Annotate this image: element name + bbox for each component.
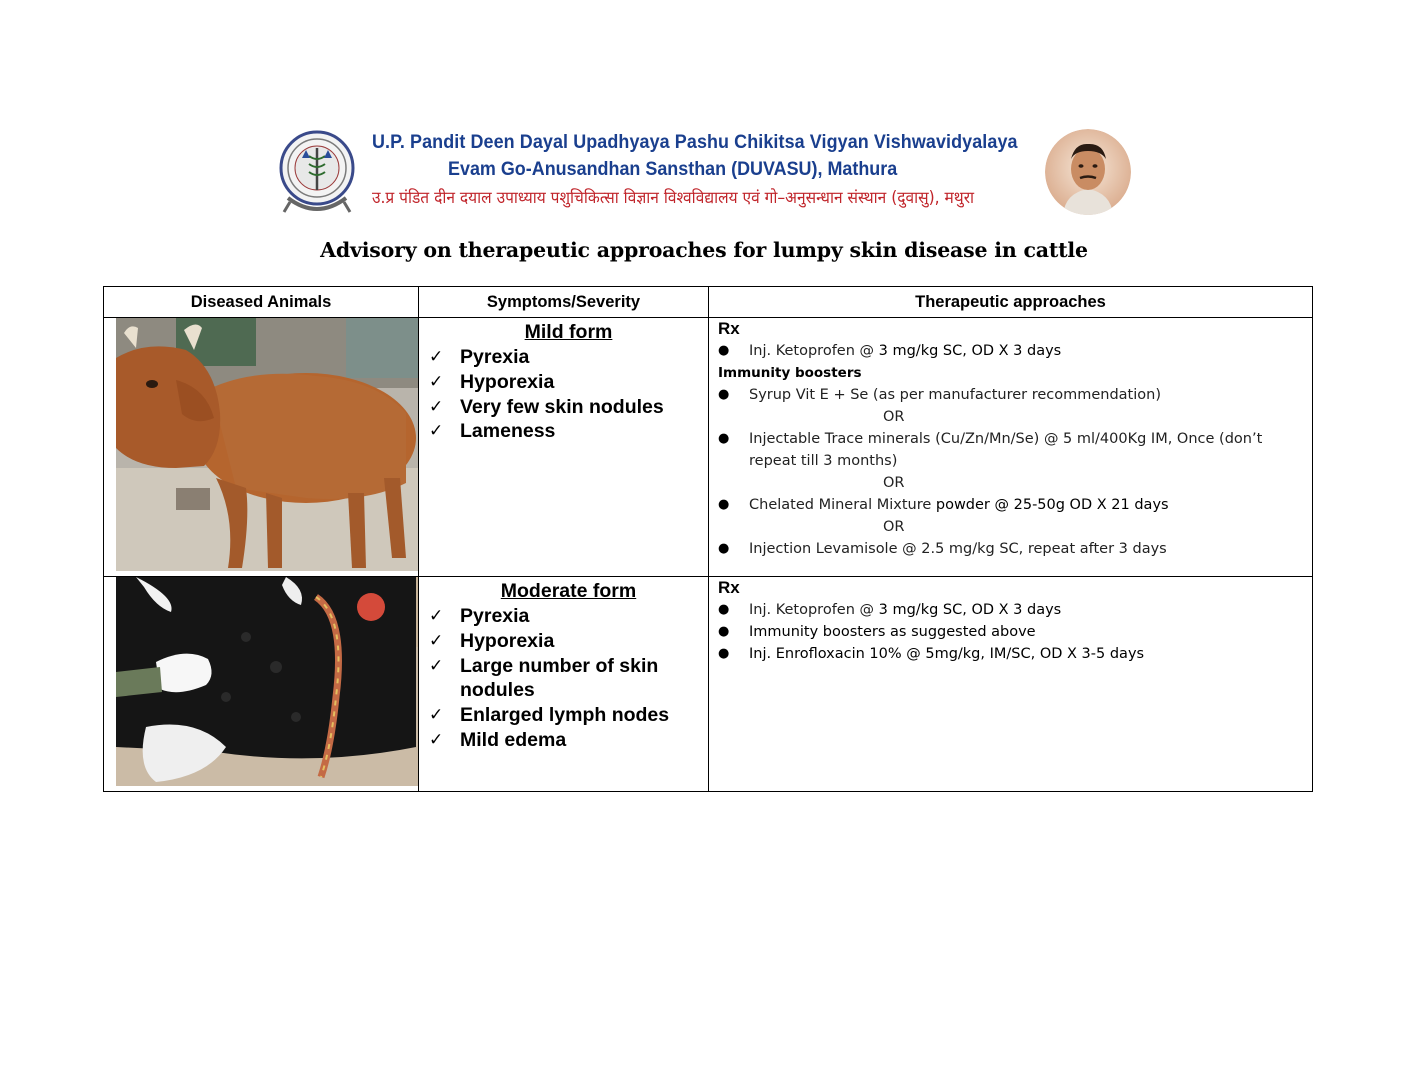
- university-name-english-line1: U.P. Pandit Deen Dayal Upadhyaya Pashu Chikitsa Vigyan Vishwavidyalaya: [372, 131, 1018, 153]
- diseased-animal-cell: [104, 577, 419, 792]
- treatment-item: [718, 384, 1312, 406]
- treatment-item: [718, 643, 1312, 665]
- symptom-text: Pyrexia: [460, 605, 530, 627]
- table-row: [104, 318, 1313, 577]
- advisory-table: [103, 286, 1313, 792]
- black-cow-skin-nodules-photo: [116, 577, 418, 791]
- symptom-item: [429, 370, 708, 395]
- symptom-text: Large number of skin nodules: [460, 654, 659, 702]
- bullet-icon: ●: [718, 624, 730, 639]
- treatment-text: Inj. Ketoprofen @: [749, 343, 879, 359]
- treatment-dose: 3 mg/kg SC, OD X 3 days: [878, 343, 1062, 359]
- therapeutic-cell: [709, 577, 1313, 792]
- checkmark-icon: ✓: [429, 729, 444, 750]
- treatment-item: [718, 538, 1312, 560]
- treatment-text: Inj. Ketoprofen @: [749, 602, 879, 618]
- symptom-item: [429, 703, 708, 728]
- severity-title: Mild form: [524, 321, 613, 343]
- table-row: [104, 577, 1313, 792]
- column-header-diseased-animals: Diseased Animals: [104, 287, 419, 318]
- column-header-therapeutic-approaches: Therapeutic approaches: [709, 287, 1313, 318]
- rx-label: Rx: [718, 578, 740, 597]
- checkmark-icon: ✓: [429, 347, 444, 367]
- portrait-photo: [1045, 129, 1131, 215]
- treatment-item: [718, 428, 1312, 472]
- symptom-text: Mild edema: [460, 728, 567, 751]
- symptom-text: Lameness: [460, 420, 556, 443]
- symptoms-cell: [419, 318, 709, 577]
- treatment-dose: 3 mg/kg SC, OD X 3 days: [878, 602, 1062, 618]
- treatment-item: [718, 599, 1312, 621]
- university-name-hindi: उ.प्र पंडित दीन दयाल उपाध्याय पशुचिकित्सा विज्ञान विश्वविद्यालय एवं गो–अनुसन्धान संस्थान (दुवासु), मथुरा: [372, 188, 975, 207]
- treatment-text: Immunity boosters as suggested above: [749, 624, 1036, 640]
- treatment-text: Syrup Vit E + Se (as per manufacturer recommendation): [749, 387, 1161, 403]
- symptom-item: [429, 345, 708, 370]
- university-name: [372, 131, 1042, 208]
- checkmark-icon: ✓: [429, 705, 444, 726]
- bullet-icon: ●: [718, 343, 730, 358]
- treatment-item: [718, 621, 1312, 643]
- or-separator: OR: [883, 475, 905, 491]
- checkmark-icon: ✓: [429, 606, 444, 626]
- therapeutic-cell: [709, 318, 1313, 577]
- university-seal-icon: [276, 128, 358, 216]
- checkmark-icon: ✓: [429, 396, 444, 417]
- treatment-text: Injection Levamisole @ 2.5 mg/kg SC, repeat after 3 days: [749, 541, 1167, 557]
- symptom-text: Pyrexia: [460, 346, 530, 368]
- checkmark-icon: ✓: [429, 371, 444, 392]
- rx-label: Rx: [718, 319, 740, 338]
- checkmark-icon: ✓: [429, 655, 444, 676]
- bullet-icon: ●: [718, 646, 730, 661]
- treatment-text: Chelated Mineral Mixture: [749, 497, 936, 513]
- treatment-item: [718, 494, 1312, 516]
- immunity-boosters-heading: Immunity boosters: [718, 365, 862, 381]
- symptom-text: Very few skin nodules: [460, 395, 664, 418]
- diseased-animal-cell: [104, 318, 419, 577]
- column-header-symptoms: Symptoms/Severity: [419, 287, 709, 318]
- symptom-text: Hyporexia: [460, 370, 555, 393]
- symptom-item: [429, 629, 708, 654]
- or-separator: OR: [883, 519, 905, 535]
- table-header-row: [104, 287, 1313, 318]
- symptom-item: [429, 654, 708, 704]
- checkmark-icon: ✓: [429, 421, 444, 442]
- bullet-icon: ●: [718, 602, 730, 617]
- symptom-item: [429, 395, 708, 420]
- symptoms-cell: [419, 577, 709, 792]
- severity-title: Moderate form: [500, 580, 637, 602]
- university-name-english-line2: Evam Go-Anusandhan Sansthan (DUVASU), Mathura: [448, 158, 898, 180]
- checkmark-icon: ✓: [429, 630, 444, 651]
- bullet-icon: ●: [718, 497, 730, 512]
- symptom-item: [429, 419, 708, 444]
- bullet-icon: ●: [718, 541, 730, 556]
- page-title: Advisory on therapeutic approaches for lumpy skin disease in cattle: [320, 238, 1088, 262]
- bullet-icon: ●: [718, 387, 730, 402]
- treatment-text: Injectable Trace minerals (Cu/Zn/Mn/Se) @ 5 ml/400Kg IM, Once (don’t repeat till 3 months): [749, 431, 1263, 469]
- or-separator: OR: [883, 409, 905, 425]
- treatment-item: [718, 340, 1312, 362]
- bullet-icon: ●: [718, 431, 730, 446]
- treatment-text: Inj. Enrofloxacin 10% @ 5mg/kg, IM/SC, OD X 3-5 days: [749, 646, 1145, 662]
- symptom-text: Enlarged lymph nodes: [460, 704, 670, 727]
- symptom-item: [429, 728, 708, 753]
- symptom-text: Hyporexia: [460, 629, 555, 652]
- symptom-item: [429, 604, 708, 629]
- treatment-dose: powder @ 25-50g OD X 21 days: [935, 497, 1169, 513]
- brown-cow-photo: [116, 318, 418, 576]
